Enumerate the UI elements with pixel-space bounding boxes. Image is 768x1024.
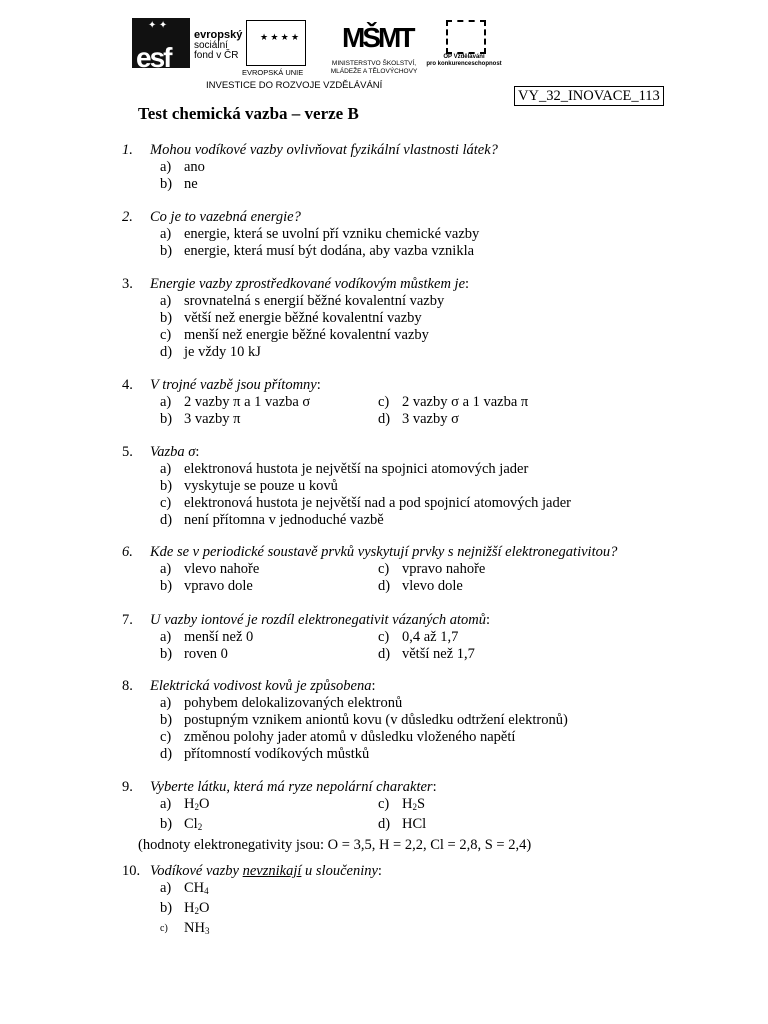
option-text: vpravo dole [184, 578, 253, 594]
option-letter: d) [378, 646, 391, 662]
op-logo-icon [446, 20, 486, 54]
option-text: 2 vazby σ a 1 vazba π [402, 394, 529, 410]
formula-part: H [184, 900, 195, 916]
option-a [122, 159, 722, 176]
msmt-line1: MINISTERSTVO ŠKOLSTVÍ, [331, 60, 417, 67]
question-text [150, 863, 378, 879]
investice-label: INVESTICE DO ROZVOJE VZDĚLÁVÁNÍ [206, 80, 383, 91]
question-number: 7. [122, 612, 133, 628]
question-6-head [122, 543, 742, 561]
option-text: není přítomna v jednoduché vazbě [184, 512, 384, 528]
option-c [378, 796, 634, 816]
option-text: 3 vazby σ [402, 411, 459, 427]
question-2-head [122, 208, 742, 226]
question-colon: : [316, 377, 321, 393]
option-text: vyskytuje se pouze u kovů [184, 478, 338, 494]
option-text: postupným vznikem aniontů kovu (v důsledku odtržení elektronů) [184, 712, 568, 728]
option-letter: a) [160, 226, 172, 242]
option-letter: d) [378, 816, 391, 832]
question-colon: : [195, 444, 200, 460]
option-text [184, 920, 209, 940]
question-text: Elektrická vodivost kovů je způsobena [150, 678, 372, 694]
formula-subscript: 3 [204, 926, 210, 936]
eu-label: EVROPSKÁ UNIE [242, 68, 304, 77]
option-text: elektronová hustota je největší na spojnici atomových jader [184, 461, 529, 477]
question-text: Co je to vazebná energie? [150, 209, 301, 225]
question-text: Vazba σ [150, 444, 196, 460]
option-a [122, 226, 722, 243]
option-c [378, 561, 634, 578]
question-number: 5. [122, 444, 133, 460]
option-letter: a) [160, 561, 172, 577]
option-a [122, 394, 378, 411]
question-number: 10. [122, 863, 141, 879]
question-2 [122, 208, 742, 260]
option-letter: d) [378, 578, 391, 594]
option-letter: a) [160, 796, 172, 812]
question-colon: : [377, 863, 382, 879]
esf-stars-icon: ✦ ✦ [148, 20, 168, 31]
question-7-head [122, 611, 742, 629]
option-text: elektronová hustota je největší nad a pod spojnicí atomových jader [184, 495, 571, 511]
esf-logo-text [194, 30, 242, 61]
option-d [378, 816, 634, 836]
option-c [378, 394, 634, 411]
option-text: ne [184, 176, 198, 192]
formula-part: Cl [184, 816, 198, 832]
question-7 [122, 611, 742, 663]
esf-line1: evropský [194, 29, 243, 41]
option-b [122, 816, 378, 836]
question-5 [122, 443, 742, 529]
option-letter: d) [160, 344, 173, 360]
option-b [122, 176, 722, 193]
question-1 [122, 141, 742, 193]
formula-subscript: 4 [204, 886, 209, 896]
formula-part: H [184, 796, 195, 812]
option-letter: d) [160, 746, 173, 762]
option-b [122, 578, 378, 595]
option-a [122, 461, 722, 478]
option-b [122, 411, 378, 428]
option-text: menší než 0 [184, 629, 254, 645]
question-text-part: Vodíkové vazby [150, 863, 243, 879]
option-a [122, 293, 722, 310]
msmt-logo-icon: MŠMT [342, 22, 413, 53]
question-9-head [122, 778, 742, 796]
option-text: pohybem delokalizovaných elektronů [184, 695, 403, 711]
option-a [122, 629, 378, 646]
option-letter: a) [160, 159, 172, 175]
option-d [122, 746, 722, 763]
question-text: Vyberte látku, která má ryze nepolární charakter [150, 779, 433, 795]
option-b [122, 478, 722, 495]
header-logos [118, 12, 518, 98]
option-text [184, 880, 209, 900]
option-letter: c) [378, 629, 390, 645]
question-text: Energie vazby zprostředkované vodíkovým můstkem je [150, 276, 465, 292]
option-letter: c) [160, 327, 172, 343]
formula-subscript: 2 [412, 802, 417, 812]
formula-part: CH [184, 880, 205, 896]
question-note: (hodnoty elektronegativity jsou: O = 3,5, H = 2,2, Cl = 2,8, S = 2,4) [138, 837, 532, 853]
formula-subscript: 2 [194, 802, 199, 812]
option-text [184, 900, 209, 920]
option-text: přítomností vodíkových můstků [184, 746, 370, 762]
option-letter: b) [160, 478, 173, 494]
question-9 [122, 778, 742, 854]
option-b [122, 712, 722, 729]
option-letter: d) [160, 512, 173, 528]
op-line1: OP Vzdělávání [443, 54, 485, 60]
question-number: 6. [122, 544, 133, 560]
formula-part: S [416, 796, 426, 812]
option-b [122, 900, 722, 920]
page-title: Test chemická vazba – verze B [138, 104, 359, 123]
option-text: větší než 1,7 [402, 646, 475, 662]
msmt-label [314, 60, 434, 76]
option-letter: a) [160, 880, 172, 896]
option-letter: c) [160, 495, 172, 511]
question-6 [122, 543, 742, 595]
option-letter: c) [378, 561, 390, 577]
option-text: 0,4 až 1,7 [402, 629, 459, 645]
option-letter: c) [378, 796, 390, 812]
option-text: 2 vazby π a 1 vazba σ [184, 394, 311, 410]
eu-flag-icon [246, 20, 306, 66]
option-letter: d) [378, 411, 391, 427]
option-text: 3 vazby π [184, 411, 241, 427]
option-a [122, 561, 378, 578]
option-letter: a) [160, 695, 172, 711]
msmt-line2: MLÁDEŽE A TĚLOVÝCHOVY [330, 68, 418, 75]
question-text: V trojné vazbě jsou přítomny [150, 377, 317, 393]
option-letter: b) [160, 712, 173, 728]
document-code: VY_32_INOVACE_113 [514, 86, 664, 106]
option-letter: c) [160, 729, 172, 745]
option-text: větší než energie běžné kovalentní vazby [184, 310, 422, 326]
formula-part: O [198, 900, 210, 916]
question-number: 4. [122, 377, 133, 393]
option-text: energie, která musí být dodána, aby vazba vznikla [184, 243, 475, 259]
option-letter: b) [160, 578, 173, 594]
option-text [184, 796, 209, 816]
option-letter: a) [160, 394, 172, 410]
option-text [184, 816, 202, 836]
option-d [378, 411, 634, 428]
option-text: změnou polohy jader atomů v důsledku vloženého napětí [184, 729, 516, 745]
option-c [122, 327, 722, 344]
question-number: 3. [122, 276, 133, 292]
option-letter: b) [160, 310, 173, 326]
option-letter: b) [160, 176, 173, 192]
option-text: HCl [402, 816, 427, 832]
question-5-head [122, 443, 742, 461]
option-letter: a) [160, 629, 172, 645]
option-text: vlevo dole [402, 578, 463, 594]
option-c [122, 495, 722, 512]
option-text: vlevo nahoře [184, 561, 260, 577]
option-d [378, 646, 634, 663]
esf-line3: fond v ČR [194, 50, 239, 61]
option-c [122, 920, 722, 940]
option-letter: b) [160, 816, 173, 832]
option-b [122, 310, 722, 327]
question-10 [122, 862, 742, 940]
question-text: U vazby iontové je rozdíl elektronegativit vázaných atomů [150, 612, 486, 628]
question-1-head [122, 141, 742, 159]
question-number: 2. [122, 209, 133, 225]
question-4-head [122, 376, 742, 394]
formula-part: H [402, 796, 413, 812]
option-text: roven 0 [184, 646, 228, 662]
question-colon: : [371, 678, 376, 694]
question-text-part: u sloučeniny [301, 863, 378, 879]
question-text: Kde se v periodické soustavě prvků vyskytují prvky s nejnižší elektronegativitou? [150, 544, 618, 560]
question-text-underlined: nevznikají [242, 863, 302, 879]
op-label [424, 54, 504, 68]
option-letter: c) [160, 923, 168, 934]
option-text: menší než energie běžné kovalentní vazby [184, 327, 429, 343]
question-3-head [122, 275, 742, 293]
option-letter: b) [160, 900, 173, 916]
question-4 [122, 376, 742, 428]
option-letter: a) [160, 293, 172, 309]
eu-stars: ★ ★ ★ ★ [260, 32, 300, 42]
question-3 [122, 275, 742, 361]
option-d [122, 344, 722, 361]
option-letter: b) [160, 411, 173, 427]
option-a [122, 796, 378, 816]
option-d [378, 578, 634, 595]
option-text: vpravo nahoře [402, 561, 486, 577]
esf-line2: sociální [194, 40, 228, 51]
question-10-head [122, 862, 742, 880]
question-8-head [122, 677, 742, 695]
option-c [378, 629, 634, 646]
option-letter: b) [160, 646, 173, 662]
question-8 [122, 677, 742, 763]
question-colon: : [432, 779, 437, 795]
formula-part: O [198, 796, 210, 812]
option-text [402, 796, 425, 816]
op-line2: pro konkurenceschopnost [426, 61, 502, 67]
option-letter: a) [160, 461, 172, 477]
question-colon: : [485, 612, 490, 628]
question-number: 9. [122, 779, 133, 795]
option-letter: b) [160, 243, 173, 259]
option-text: je vždy 10 kJ [184, 344, 261, 360]
option-d [122, 512, 722, 529]
option-text: ano [184, 159, 205, 175]
option-text: srovnatelná s energií běžné kovalentní vazby [184, 293, 445, 309]
option-letter: c) [378, 394, 390, 410]
formula-part: NH [184, 920, 205, 936]
formula-subscript: 2 [197, 822, 203, 832]
question-colon: : [465, 276, 470, 292]
option-text: energie, která se uvolní pří vzniku chemické vazby [184, 226, 480, 242]
option-c [122, 729, 722, 746]
esf-logo-letters: esf [136, 42, 171, 73]
option-b [122, 646, 378, 663]
question-number: 8. [122, 678, 133, 694]
option-b [122, 243, 722, 260]
option-a [122, 880, 722, 900]
option-a [122, 695, 722, 712]
question-number: 1. [122, 142, 133, 158]
formula-subscript: 2 [194, 906, 199, 916]
question-text: Mohou vodíkové vazby ovlivňovat fyzikální vlastnosti látek? [150, 142, 498, 158]
